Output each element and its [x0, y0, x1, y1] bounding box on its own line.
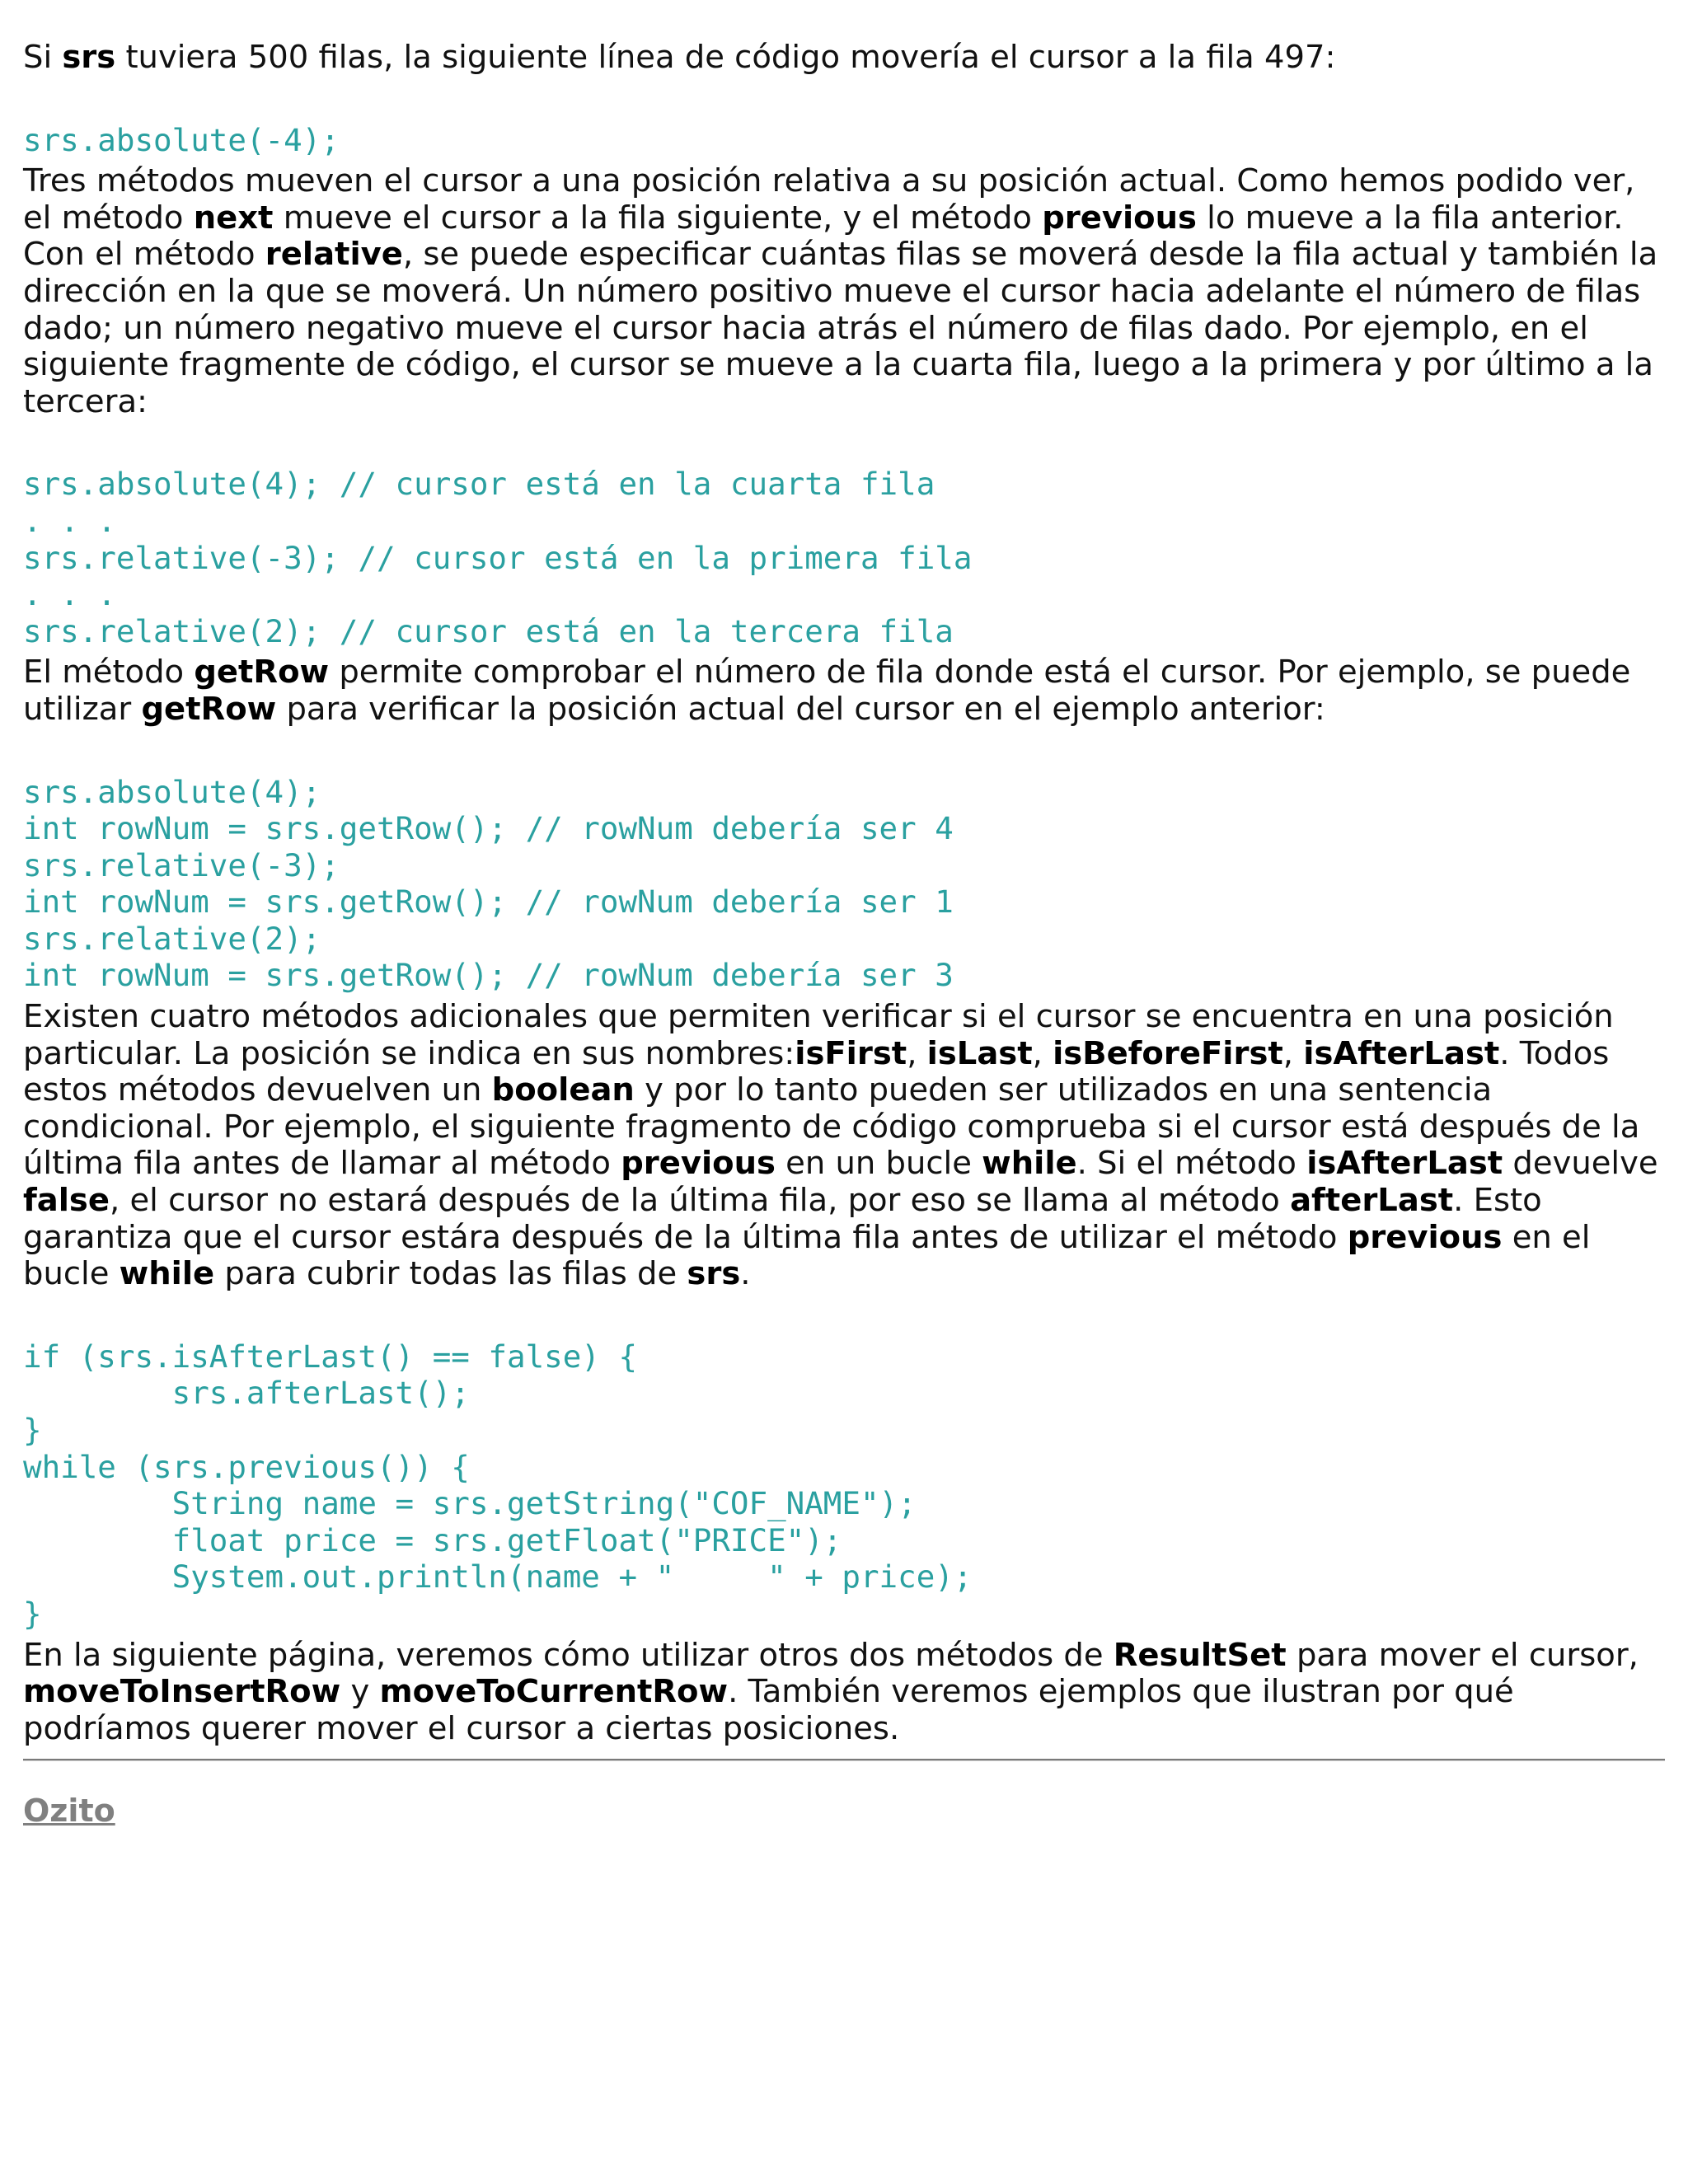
- spacer: [23, 420, 1665, 466]
- text-run: lo mueve a la fila anterior. Con el método: [23, 199, 1624, 274]
- text-run: Si: [23, 39, 63, 76]
- paragraph-next-page: [23, 1638, 1665, 1748]
- text-run: , se puede especificar cuántas filas se moverá desde la fila actual y también la dirección en la que se moverá. Un número positivo mueve el cursor hacia adelante el número de filas dado; un número negativo mueve el cursor hacia atrás el número de filas dado. Por ejemplo, en el siguiente fragmente de código, el cursor se mueve a la cuarta fila, luego a la primera y por último a la tercera:: [23, 236, 1658, 420]
- bold-term: isFirst: [795, 1034, 907, 1072]
- paragraph-getrow: [23, 654, 1665, 728]
- spacer: [23, 77, 1665, 122]
- text-run: Existen cuatro métodos adicionales que permiten verificar si el cursor se encuentra en una posición particular. La posición se indica en sus nombres:: [23, 998, 1614, 1072]
- bold-term: false: [23, 1182, 110, 1220]
- spacer: [23, 729, 1665, 774]
- bold-term: getRow: [194, 654, 330, 691]
- bold-term: srs: [687, 1255, 741, 1293]
- text-run: El método: [23, 654, 195, 691]
- text-run: . Esto garantiza que el cursor estára después de la última fila antes de utilizar el método: [23, 1182, 1542, 1256]
- bold-term: previous: [1347, 1218, 1503, 1256]
- text-run: . Si el método: [1076, 1145, 1307, 1183]
- document-page: [23, 40, 1665, 1829]
- bold-term: boolean: [491, 1071, 635, 1109]
- bold-term: isAfterLast: [1303, 1034, 1500, 1072]
- bold-term: moveToCurrentRow: [379, 1673, 729, 1711]
- text-run: para cubrir todas las filas de: [214, 1255, 687, 1293]
- text-run: , el cursor no estará después de la última fila, por eso se llama al método: [109, 1182, 1291, 1220]
- text-run: y: [340, 1673, 380, 1711]
- bold-term: afterLast: [1290, 1182, 1454, 1220]
- code-block-getrow: srs.absolute(4); int rowNum = srs.getRow(); // rowNum debería ser 4 srs.relative(-3); int rowNum = srs.getRow(); // rowNum debería ser 1 srs.relative(2); int rowNum = srs.getRow(); // rowNum debería ser 3: [23, 773, 954, 994]
- bold-term: previous: [1042, 199, 1197, 237]
- text-run: .: [740, 1255, 751, 1293]
- text-run: para verificar la posición actual del cursor en el ejemplo anterior:: [276, 690, 1325, 728]
- text-run: mueve el cursor a la fila siguiente, y el método: [273, 199, 1043, 237]
- bold-term: next: [193, 199, 274, 237]
- spacer: [23, 1293, 1665, 1338]
- bold-term: isBeforeFirst: [1053, 1034, 1283, 1072]
- text-run: tuviera 500 filas, la siguiente línea de código movería el cursor a la fila 497:: [115, 39, 1336, 76]
- bold-term: getRow: [141, 690, 277, 728]
- bold-term: relative: [265, 236, 403, 274]
- code-block-absolute: srs.absolute(-4);: [23, 121, 340, 158]
- text-run: Tres métodos mueven el cursor a una posición relativa a su posición actual. Como hemos podido ver, el método: [23, 162, 1635, 237]
- code-block-while-loop: if (srs.isAfterLast() == false) { srs.afterLast(); } while (srs.previous()) { String name = srs.getString("COF_NAME"); float price = srs.getFloat("PRICE"); System.out.println(name + " " + price); }: [23, 1338, 973, 1632]
- code-block-relative: srs.absolute(4); // cursor está en la cuarta fila . . . srs.relative(-3); // cursor está en la primera fila . . . srs.relative(2); // cursor está en la tercera fila: [23, 466, 973, 649]
- text-run: ,: [907, 1034, 927, 1072]
- paragraph-relative-methods: [23, 163, 1665, 420]
- bold-term: isLast: [926, 1034, 1033, 1072]
- bold-term: while: [119, 1255, 215, 1293]
- bold-term: srs: [62, 39, 116, 76]
- bold-term: ResultSet: [1113, 1636, 1287, 1674]
- bold-term: while: [982, 1145, 1077, 1183]
- paragraph-intro-absolute: [23, 40, 1665, 77]
- text-run: y por lo tanto pueden ser utilizados en una sentencia condicional. Por ejemplo, el siguiente fragmento de código comprueba si el cursor está después de la última fila antes de llamar al método: [23, 1071, 1640, 1183]
- bold-term: moveToInsertRow: [23, 1673, 341, 1711]
- text-run: permite comprobar el número de fila donde está el cursor. Por ejemplo, se puede utilizar: [23, 654, 1631, 728]
- ozito-footer-link[interactable]: Ozito: [23, 1793, 115, 1830]
- text-run: ,: [1032, 1034, 1053, 1072]
- paragraph-position-methods: [23, 999, 1665, 1293]
- text-run: En la siguiente página, veremos cómo utilizar otros dos métodos de: [23, 1636, 1114, 1674]
- text-run: ,: [1282, 1034, 1304, 1072]
- bold-term: previous: [621, 1145, 776, 1183]
- text-run: . También veremos ejemplos que ilustran por qué podríamos querer mover el cursor a ciertas posiciones.: [23, 1673, 1514, 1747]
- text-run: . Todos estos métodos devuelven un: [23, 1034, 1610, 1109]
- text-run: devuelve: [1503, 1145, 1658, 1183]
- bold-term: isAfterLast: [1306, 1145, 1503, 1183]
- text-run: en el bucle: [23, 1218, 1591, 1293]
- horizontal-divider: [23, 1759, 1665, 1761]
- text-run: para mover el cursor,: [1286, 1636, 1639, 1674]
- text-run: en un bucle: [775, 1145, 982, 1183]
